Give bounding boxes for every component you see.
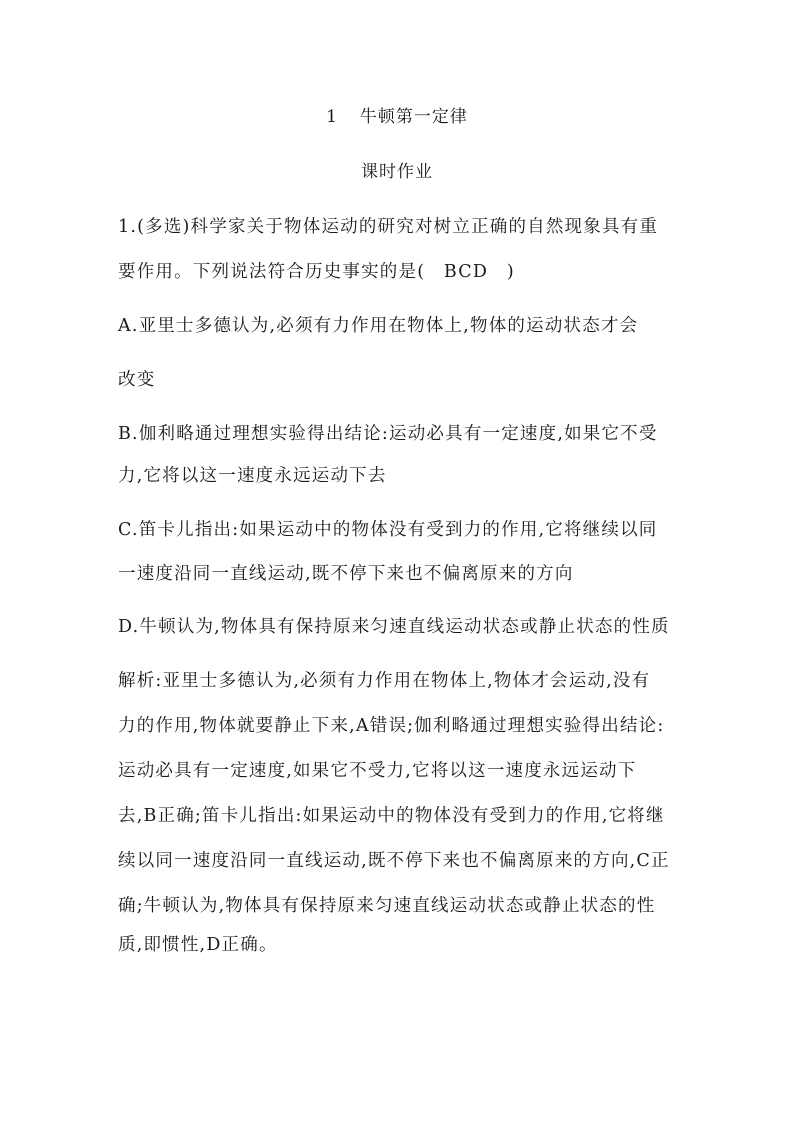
analysis-line-4: 去,B正确;笛卡儿指出:如果运动中的物体没有受到力的作用,它将继 <box>118 806 665 826</box>
section-title: 牛顿第一定律 <box>359 107 468 127</box>
subheading: 课时作业 <box>361 162 433 182</box>
analysis-line-6: 确;牛顿认为,物体具有保持原来匀速直线运动状态或静止状态的性 <box>118 896 656 916</box>
option-c-line-2: 一速度沿同一直线运动,既不停下来也不偏离原来的方向 <box>118 564 574 584</box>
section-heading <box>0 104 794 130</box>
analysis-line-3: 运动必具有一定速度,如果它不受力,它将以这一速度永远运动下 <box>118 761 637 781</box>
analysis-line-2: 力的作用,物体就要静止下来,A错误;伽利略通过理想实验得出结论: <box>118 716 665 736</box>
analysis-line-5: 续以同一速度沿同一直线运动,既不停下来也不偏离原来的方向,C正 <box>118 851 670 871</box>
option-b-line-1: B.伽利略通过理想实验得出结论:运动必具有一定速度,如果它不受 <box>118 424 658 444</box>
section-number: 1 <box>326 107 338 127</box>
question-line-1: 1.(多选)科学家关于物体运动的研究对树立正确的自然现象具有重 <box>118 217 659 237</box>
option-b-line-2: 力,它将以这一速度永远运动下去 <box>118 466 387 486</box>
option-a-line-1: A.亚里士多德认为,必须有力作用在物体上,物体的运动状态才会 <box>118 316 639 336</box>
analysis-line-7: 质,即惯性,D正确。 <box>118 935 278 955</box>
option-d-line-1: D.牛顿认为,物体具有保持原来匀速直线运动状态或静止状态的性质 <box>118 617 670 637</box>
analysis-line-1: 解析:亚里士多德认为,必须有力作用在物体上,物体才会运动,没有 <box>118 671 651 691</box>
question-line-2: 要作用。下列说法符合历史事实的是( BCD ) <box>118 262 515 282</box>
option-c-line-1: C.笛卡儿指出:如果运动中的物体没有受到力的作用,它将继续以同 <box>118 520 658 540</box>
option-a-line-2: 改变 <box>118 370 156 390</box>
